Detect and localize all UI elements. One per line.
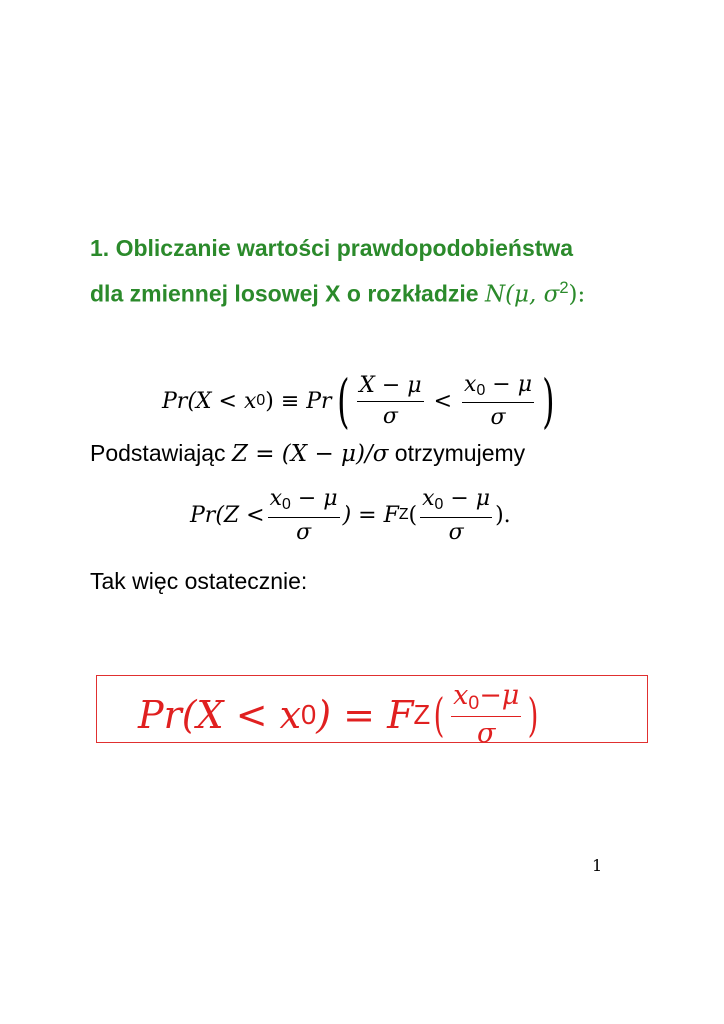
- conclusion-text: Tak więc ostatecznie:: [90, 568, 308, 594]
- boxed-fraction: [451, 682, 521, 749]
- eq2-fraction-1-sub: 0: [282, 495, 291, 513]
- boxed-fraction-rest: −μ: [479, 680, 520, 711]
- boxed-fraction-denominator: σ: [477, 718, 496, 750]
- boxed-mid-sub: Z: [413, 699, 431, 731]
- substitution-formula: Z = (X − μ)/σ: [231, 441, 389, 467]
- boxed-fraction-sub: 0: [468, 691, 480, 714]
- boxed-close-paren: ): [527, 688, 539, 743]
- eq2-fraction-2-rest: − μ: [443, 486, 491, 511]
- heading-title: 1. Obliczanie wartości prawdopodobieństwa: [90, 235, 574, 261]
- eq2-mid: ) = F: [342, 502, 399, 528]
- boxed-open-paren: (: [433, 688, 445, 743]
- eq2-fraction-2-numerator: [420, 487, 492, 518]
- boxed-mid: ) = F: [316, 693, 414, 738]
- eq1-fraction-1: [357, 374, 423, 427]
- substitution-before: Podstawiając: [90, 440, 232, 466]
- eq1-open-paren: (: [336, 367, 350, 435]
- substitution-after: otrzymujemy: [388, 440, 526, 466]
- eq2-end: ).: [495, 502, 511, 528]
- eq2-fraction-1-rest: − μ: [290, 486, 338, 511]
- eq1-lhs-close: ): [265, 388, 274, 414]
- eq1-pr: Pr: [306, 388, 332, 414]
- eq1-fraction-2-rest: − μ: [485, 371, 532, 397]
- eq2-fraction-2-denominator: σ: [448, 519, 464, 545]
- boxed-fraction-numerator: [451, 682, 521, 717]
- eq1-lhs: Pr(X < x: [162, 388, 257, 414]
- eq2-fraction-2-x: x: [422, 486, 435, 511]
- eq1-fraction-2: [462, 373, 534, 430]
- eq1-fraction-2-sub: 0: [476, 381, 486, 399]
- heading-line-2: [90, 268, 585, 315]
- heading-line-2-after: o rozkładzie: [340, 280, 485, 307]
- substitution-line: [90, 440, 525, 467]
- eq1-less-than: <: [433, 388, 453, 414]
- page-number: 1: [592, 856, 603, 875]
- eq2-lhs: Pr(Z <: [190, 502, 265, 528]
- eq1-lhs-sub: 0: [256, 392, 266, 409]
- heading-distribution-exponent: 2: [559, 278, 569, 297]
- eq2-open: (: [408, 502, 418, 528]
- eq2-fraction-1: [268, 487, 340, 544]
- boxed-equation: [138, 682, 542, 749]
- eq2-fraction-2-sub: 0: [434, 495, 444, 513]
- heading-distribution: N(μ, σ: [484, 281, 560, 308]
- eq1-fraction-2-numerator: [462, 373, 534, 404]
- eq1-fraction-1-denominator: σ: [382, 403, 398, 429]
- heading-variable: X: [325, 280, 341, 307]
- eq1-fraction-2-x: x: [464, 371, 477, 397]
- section-heading: [90, 228, 585, 315]
- equation-1: [162, 367, 560, 435]
- heading-line-2-text: dla zmiennej losowej: [90, 280, 326, 307]
- eq2-fraction-2: [420, 487, 492, 544]
- eq2-fraction-1-numerator: [268, 487, 340, 518]
- eq2-fraction-1-x: x: [269, 486, 283, 511]
- heading-line-1: [90, 228, 585, 268]
- boxed-lhs-sub: 0: [301, 699, 317, 731]
- eq2-fraction-1-denominator: σ: [296, 519, 312, 545]
- boxed-fraction-x: x: [453, 680, 469, 711]
- boxed-lhs: Pr(X < x: [138, 693, 302, 738]
- eq1-equiv: ≡: [280, 388, 300, 414]
- equation-2: [190, 487, 511, 544]
- heading-distribution-close: ):: [568, 281, 586, 308]
- eq1-close-paren: ): [542, 367, 555, 435]
- eq1-fraction-2-denominator: σ: [490, 405, 506, 431]
- eq2-mid-sub: Z: [398, 506, 409, 524]
- eq1-fraction-1-numerator: X − μ: [357, 374, 423, 401]
